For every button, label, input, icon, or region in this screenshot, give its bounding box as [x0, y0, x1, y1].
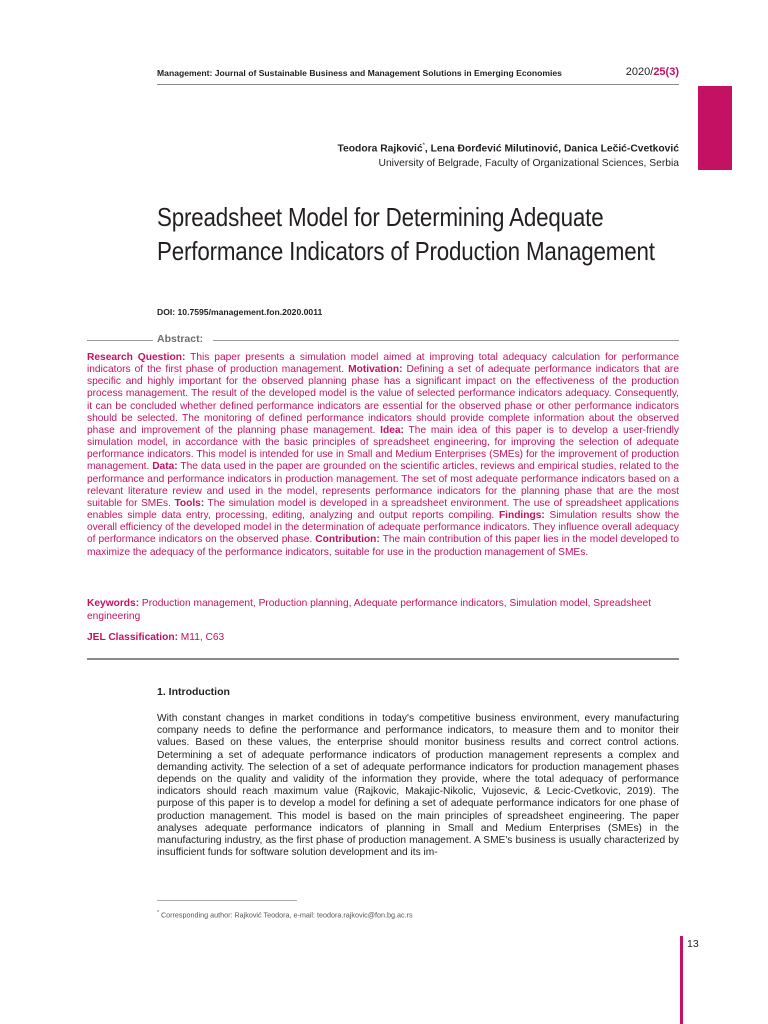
- findings-text: Simulation results show the overall efficiency of the developed model in the determination of adequate performance indicators. They influence overall adequacy of performance indicators on the observed phase.: [87, 510, 679, 546]
- abstract-heading: Abstract:: [157, 333, 204, 345]
- data-text: The data used in the paper are grounded on the scientific articles, reviews and empirical studies, related to the performance and performance indicators in production management. The set of most adequate performance indicators based on a relevant literature review and used in the model, represents performance indicators for the planning phase that are the most suitable for SMEs.: [87, 461, 679, 509]
- contribution-label: Contribution:: [315, 534, 380, 546]
- affiliation: University of Belgrade, Faculty of Organizational Sciences, Serbia: [378, 158, 679, 169]
- jel-text: M11, C63: [177, 632, 225, 643]
- contribution-text: The main contribution of this paper lies in the model developed to maximize the adequacy of the performance indicators, suitable for use in the production management of SMEs.: [87, 534, 679, 558]
- keywords-label: Keywords:: [87, 598, 140, 609]
- paper-title: Spreadsheet Model for Determining Adequate Performance Indicators of Production Management: [157, 202, 655, 266]
- footnote: [157, 910, 413, 919]
- footnote-rule: [157, 900, 297, 901]
- header-divider: [157, 84, 679, 85]
- keywords: [87, 597, 679, 623]
- journal-header: [157, 68, 679, 82]
- rq-text: This paper presents a simulation model aimed at improving total adequacy calculation for performance indicators of the first phase of production management.: [87, 352, 679, 376]
- section-divider: [87, 658, 679, 660]
- accent-tab: [698, 86, 732, 170]
- doi: DOI: 10.7595/management.fon.2020.0011: [157, 307, 323, 317]
- rq-label: Research Question:: [87, 352, 186, 363]
- abstract-rule-left: [87, 340, 153, 341]
- journal-issue: [626, 66, 679, 78]
- abstract-rule-right: [213, 340, 679, 341]
- corresponding-mark: *: [422, 143, 425, 149]
- journal-year: 2020/: [625, 66, 654, 78]
- journal-volume: 25(3): [653, 66, 679, 78]
- keywords-text: Production management, Production planning, Adequate performance indicators, Simulation model, Spreadsheet engineering: [87, 598, 652, 622]
- footnote-text: Corresponding author: Rajković Teodora, e-mail: teodora.rajkovic@fon.bg.ac.rs: [158, 910, 413, 920]
- tools-label: Tools:: [174, 497, 205, 509]
- idea-text: The main idea of this paper is to develop a user-friendly simulation model, in accordance with the basic principles of spreadsheet engineering, for improving the selection of adequate performance indicators. This model is intended for use in Small and Medium Enterprises (SMEs) for the improvement of production management.: [87, 424, 679, 473]
- author-rest: , Lena Đorđević Milutinović, Danica Lečić-Cvetković: [424, 143, 679, 155]
- authors: [338, 143, 680, 154]
- journal-name: Management: Journal of Sustainable Business and Management Solutions in Emerging Economies: [157, 68, 562, 78]
- findings-label: Findings:: [498, 510, 545, 522]
- page-accent-bar: [680, 936, 683, 1024]
- idea-label: Idea:: [380, 424, 404, 436]
- author-1: Teodora Rajković: [337, 143, 423, 155]
- data-label: Data:: [152, 461, 178, 473]
- tools-text: The simulation model is developed in a spreadsheet environment. The use of spreadsheet applications enables simple data entry, processing, editing, analyzing and output reports compiling.: [87, 497, 679, 522]
- motivation-text: Defining a set of adequate performance indicators that are specific and highly important for the observed planning phase has a significant impact on the effectiveness of the production process management. The result of the developed model is the value of selected performance indicators adequacy. Consequently, it can be concluded whether defined performance indicators are essential for the observed phase or other performance indicators should be selected. The monitoring of defined performance indicators should provide complete information about the observed phase and improvement of the planning phase management.: [87, 364, 679, 436]
- jel-classification: [87, 632, 224, 643]
- motivation-label: Motivation:: [348, 364, 403, 376]
- page-number: 13: [687, 938, 699, 950]
- intro-heading: 1. Introduction: [157, 686, 230, 698]
- footnote-mark: *: [157, 910, 159, 916]
- jel-label: JEL Classification:: [87, 632, 178, 643]
- intro-body: With constant changes in market conditions in today's competitive business environment, every manufacturing company needs to define the performance and performance indicators, to measure them and to monitor their values. Based on these values, the enterprise should monitor business results and correct control actions. Determining a set of adequate performance indicators of production management represents a complex and demanding activity. The selection of a set of adequate performance indicators for production management phases depends on the quality and validity of the information they provide, where the total adequacy of performance indicators should reach maximum value (Rajkovic, Makajic-Nikolic, Vujosevic, & Lecic-Cvetkovic, 2019). The purpose of this paper is to develop a model for defining a set of adequate performance indicators for one phase of production management. This model is based on the main principles of spreadsheet engineering. The paper analyses adequate performance indicators of planning in Small and Medium Enterprises (SMEs) in the manufacturing industry, as the first phase of production management. A SME's business is usually characterized by insufficient funds for software solution development and its im-: [157, 713, 679, 859]
- abstract-body: [87, 352, 679, 559]
